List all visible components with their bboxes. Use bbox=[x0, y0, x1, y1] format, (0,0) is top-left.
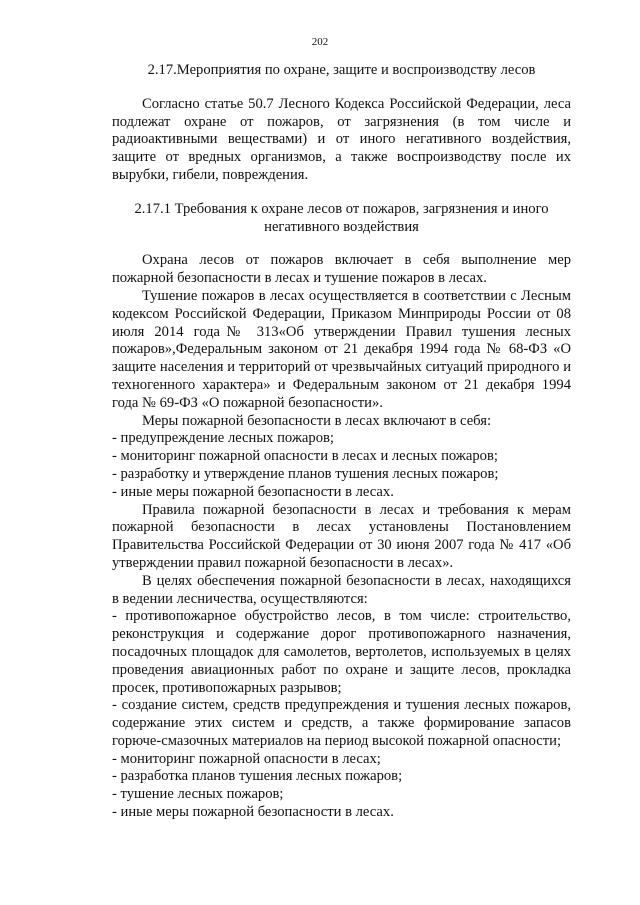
list-item-text: - разработку и утверждение планов тушения лесных пожаров; bbox=[112, 465, 499, 482]
list-item bbox=[112, 786, 571, 804]
list-item bbox=[112, 768, 571, 786]
subsection-title-line2: негативного воздействия bbox=[264, 218, 419, 235]
subsection-title-line1: 2.17.1 Требования к охране лесов от пожаров, загрязнения и иного bbox=[134, 200, 549, 217]
page-number: 202 bbox=[311, 36, 329, 48]
list-item bbox=[112, 466, 571, 484]
list-item-text: - тушение лесных пожаров; bbox=[112, 786, 284, 803]
list-item-text: - создание систем, средств предупреждения и тушения лесных пожаров, содержание этих систем и средств, а также формирование запасов горюче-смазочных материалов на период высокой пожарной опасности; bbox=[112, 697, 571, 749]
paragraph-fire-measures: Меры пожарной безопасности в лесах включают в себя: bbox=[142, 412, 491, 429]
section-title: 2.17.Мероприятия по охране, защите и воспроизводству лесов bbox=[147, 62, 536, 78]
paragraph-fire-safety-goals: В целях обеспечения пожарной безопасности в лесах, находящихся в ведении лесничества, осуществляются: bbox=[112, 572, 571, 607]
list-item bbox=[112, 804, 571, 822]
list-item-text: - разработка планов тушения лесных пожаров; bbox=[112, 768, 403, 785]
paragraph-fire-rules: Правила пожарной безопасности в лесах и требования к мерам пожарной безопасности в лесах установлены Постановлением Правительства Российской Федерации от 30 июня 2007 года № 417 «Об утверждении правил пожарной безопасности в лесах». bbox=[112, 501, 571, 571]
list-item-text: - мониторинг пожарной опасности в лесах; bbox=[112, 750, 381, 767]
subsection-title bbox=[112, 201, 571, 237]
list-item-text: - иные меры пожарной безопасности в лесах. bbox=[112, 804, 394, 821]
paragraph-fire-protection: Охрана лесов от пожаров включает в себя выполнение мер пожарной безопасности в лесах и тушение пожаров в лесах. bbox=[112, 252, 571, 287]
list-item bbox=[112, 484, 571, 502]
list-item-text: - противопожарное обустройство лесов, в том числе: строительство, реконструкция и содержание дорог противопожарного назначения, посадочных площадок для самолетов, вертолетов, используемых в целях проведения авиационных работ по охране и защите лесов, прокладка просек, противопожарных разрывов; bbox=[112, 608, 571, 696]
list-item-text: - предупреждение лесных пожаров; bbox=[112, 430, 334, 447]
list-item-text: - мониторинг пожарной опасности в лесах и лесных пожаров; bbox=[112, 448, 498, 465]
list-item bbox=[112, 608, 571, 697]
list-item bbox=[112, 448, 571, 466]
list-item bbox=[112, 751, 571, 769]
list-item bbox=[112, 430, 571, 448]
intro-paragraph: Согласно статье 50.7 Лесного Кодекса Российской Федерации, леса подлежат охране от пожаров, от загрязнения (в том числе и радиоактивными веществами) и от иного негативного воздействия, защите от вредных организмов, а также воспроизводству после их вырубки, гибели, повреждения. bbox=[112, 95, 571, 183]
paragraph-fire-fighting: Тушение пожаров в лесах осуществляется в соответствии с Лесным кодексом Российской Федерации, Приказом Минприроды России от 08 июля 2014 года№ 313«Об утверждении Правил тушения лесных пожаров»,Федеральным законом от 21 декабря 1994 года № 68-ФЗ «О защите населения и территорий от чрезвычайных ситуаций природного и техногенного характера» и Федеральным законом от 21 декабря 1994 года № 69-ФЗ «О пожарной безопасности». bbox=[112, 287, 571, 411]
list-item-text: - иные меры пожарной безопасности в лесах. bbox=[112, 483, 394, 500]
document-body bbox=[112, 62, 571, 822]
list-item bbox=[112, 697, 571, 750]
